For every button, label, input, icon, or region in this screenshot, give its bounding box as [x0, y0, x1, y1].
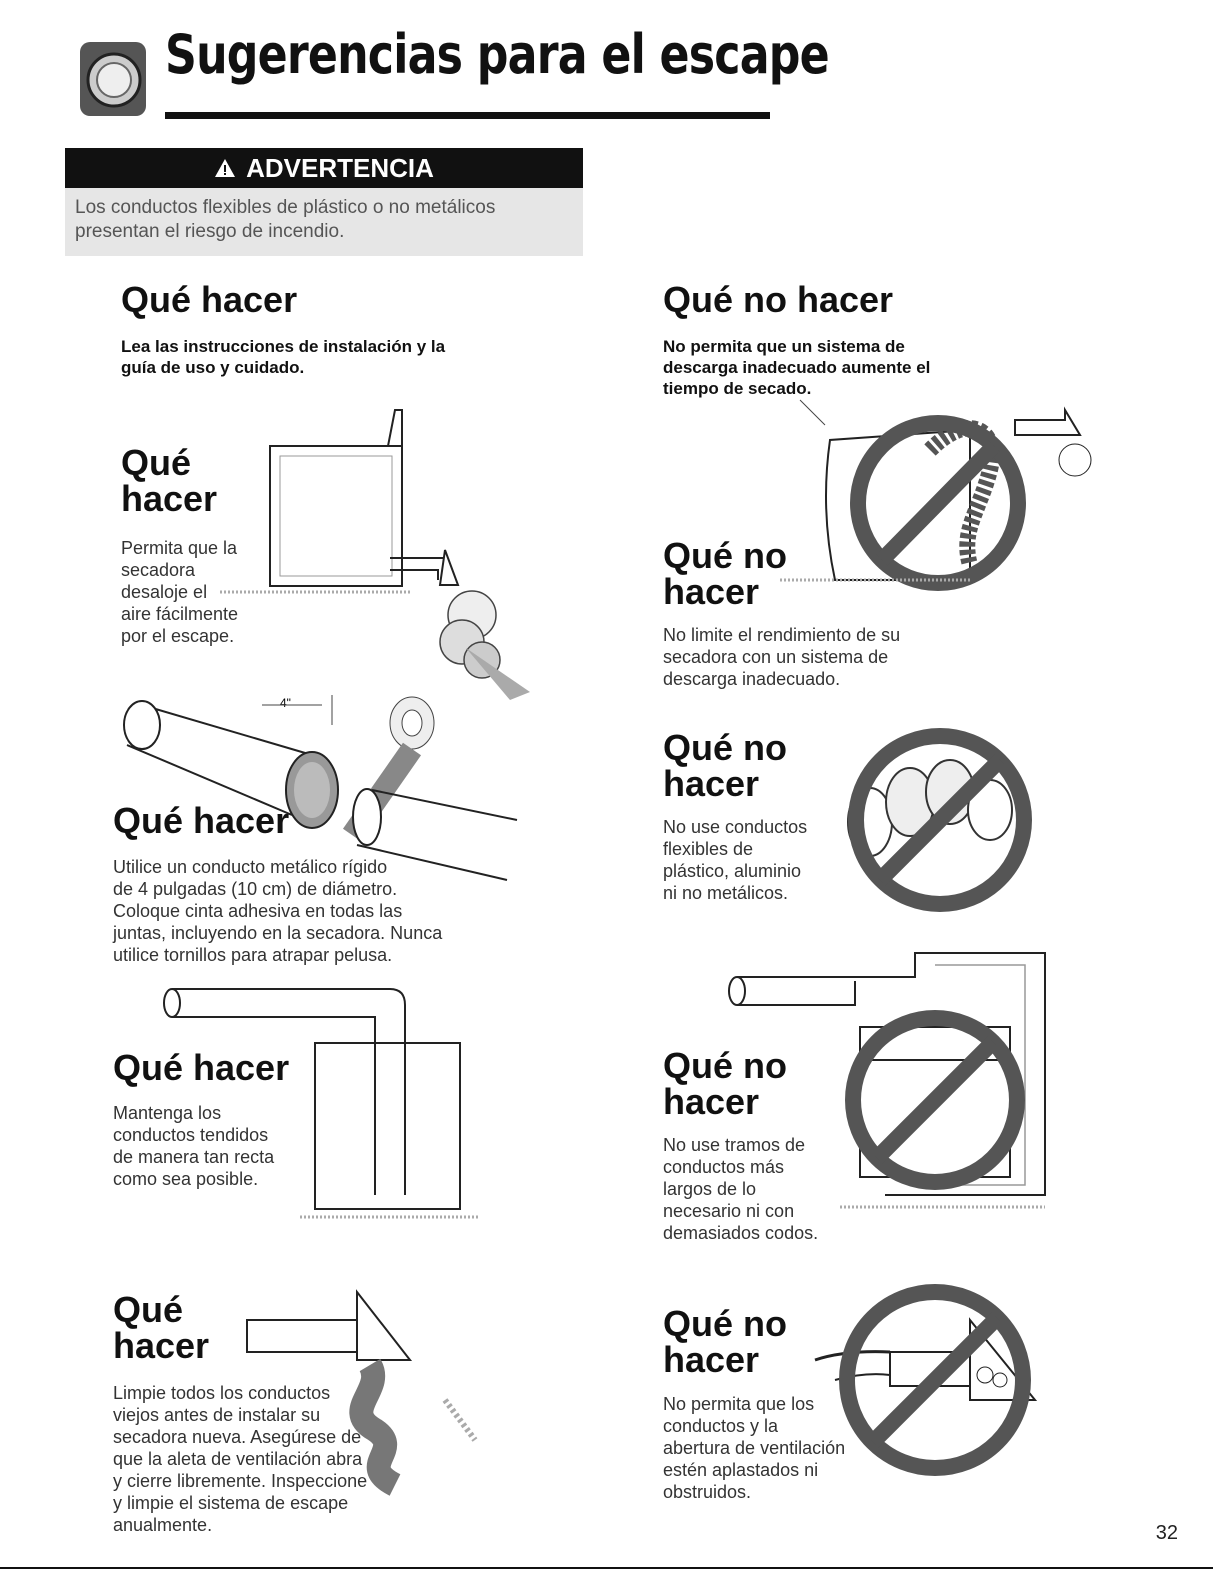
- text-line: ni no metálicos.: [663, 883, 789, 903]
- left-lead-line: Lea las instrucciones de instalación y la: [121, 337, 446, 356]
- title-underline: [165, 112, 770, 119]
- page-title: Sugerencias para el escape: [165, 23, 829, 86]
- text-line: Coloque cinta adhesiva en todas las: [113, 901, 403, 921]
- page-number: 32: [1155, 1522, 1178, 1544]
- left-block3-text: [113, 1102, 274, 1190]
- text-line: No use conductos: [663, 817, 808, 837]
- text-line: demasiados codos.: [663, 1223, 819, 1243]
- right-block3-heading: [663, 1045, 787, 1122]
- text-line: conductos más: [663, 1157, 785, 1177]
- heading-line: hacer: [121, 478, 218, 519]
- text-line: estén aplastados ni: [663, 1460, 819, 1480]
- text-line: Permita que la: [121, 538, 238, 558]
- heading-line: Qué: [121, 442, 192, 483]
- text-line: por el escape.: [121, 626, 235, 646]
- heading-line: Qué no: [663, 1045, 787, 1086]
- right-block4-heading: [663, 1303, 787, 1380]
- right-lead-line: No permita que un sistema de: [663, 337, 905, 356]
- text-line: No permita que los: [663, 1394, 815, 1414]
- bottom-rule: [0, 1567, 1213, 1569]
- warning-text-line: Los conductos flexibles de plástico o no metálicos: [75, 197, 496, 218]
- text-line: largos de lo: [663, 1179, 757, 1199]
- text-line: desaloje el: [121, 582, 208, 602]
- heading-line: Qué no: [663, 535, 787, 576]
- text-line: conductos y la: [663, 1416, 779, 1436]
- text-line: plástico, aluminio: [663, 861, 802, 881]
- duct-dimension-label: 4": [280, 696, 291, 710]
- left-block4-text: [113, 1382, 367, 1536]
- right-block1-text: [663, 624, 900, 690]
- left-block4-heading: [113, 1289, 210, 1366]
- left-block2-heading: Qué hacer: [113, 800, 290, 841]
- text-line: viejos antes de instalar su: [113, 1405, 321, 1425]
- heading-line: hacer: [663, 763, 760, 804]
- text-line: descarga inadecuado.: [663, 669, 841, 689]
- heading-line: hacer: [663, 571, 760, 612]
- no-flexible-duct-illustration: [840, 722, 1040, 922]
- text-line: como sea posible.: [113, 1169, 259, 1189]
- text-line: y limpie el sistema de escape: [113, 1493, 349, 1513]
- warning-text: [65, 188, 583, 256]
- heading-line: Qué no: [663, 1303, 787, 1344]
- text-line: anualmente.: [113, 1515, 213, 1535]
- text-line: flexibles de: [663, 839, 754, 859]
- text-line: secadora nueva. Asegúrese de: [113, 1427, 362, 1447]
- heading-line: Qué: [113, 1289, 184, 1330]
- right-block3-text: [663, 1134, 818, 1244]
- left-block2-text: [113, 856, 442, 966]
- text-line: Mantenga los: [113, 1103, 222, 1123]
- text-line: de 4 pulgadas (10 cm) de diámetro.: [113, 879, 398, 899]
- text-line: No limite el rendimiento de su: [663, 625, 901, 645]
- left-lead-line: guía de uso y cuidado.: [121, 358, 305, 377]
- right-lead-line: descarga inadecuado aumente el: [663, 358, 931, 377]
- right-lead-line: tiempo de secado.: [663, 379, 812, 398]
- right-heading: Qué no hacer: [663, 279, 894, 320]
- left-heading: Qué hacer: [121, 279, 298, 320]
- warning-label: ADVERTENCIA: [246, 152, 434, 183]
- right-block2-text: [663, 816, 807, 904]
- text-line: y cierre libremente. Inspeccione: [113, 1471, 368, 1491]
- right-block4-text: [663, 1393, 845, 1503]
- left-block1-heading: [121, 442, 218, 519]
- heading-line: hacer: [663, 1081, 760, 1122]
- text-line: conductos tendidos: [113, 1125, 269, 1145]
- warning-banner: [65, 148, 583, 188]
- text-line: secadora: [121, 560, 196, 580]
- left-lead: [121, 336, 445, 378]
- left-block3-heading: Qué hacer: [113, 1047, 290, 1088]
- text-line: obstruidos.: [663, 1482, 752, 1502]
- text-line: necesario ni con: [663, 1201, 795, 1221]
- text-line: secadora con un sistema de: [663, 647, 889, 667]
- text-line: utilice tornillos para atrapar pelusa.: [113, 945, 393, 965]
- dryer-logo-icon: [78, 38, 148, 118]
- right-block2-heading: [663, 727, 787, 804]
- text-line: No use tramos de: [663, 1135, 806, 1155]
- heading-line: hacer: [663, 1339, 760, 1380]
- no-inadequate-exhaust-illustration: [790, 390, 1100, 590]
- text-line: que la aleta de ventilación abra: [113, 1449, 363, 1469]
- rigid-duct-illustration: [112, 685, 532, 885]
- right-block1-heading: [663, 535, 787, 612]
- text-line: abertura de ventilación: [663, 1438, 846, 1458]
- heading-line: Qué no: [663, 727, 787, 768]
- text-line: aire fácilmente: [121, 604, 239, 624]
- text-line: Limpie todos los conductos: [113, 1383, 331, 1403]
- heading-line: hacer: [113, 1325, 210, 1366]
- text-line: juntas, incluyendo en la secadora. Nunca: [113, 923, 443, 943]
- no-crushed-vent-illustration: [815, 1280, 1045, 1490]
- text-line: de manera tan recta: [113, 1147, 275, 1167]
- text-line: Utilice un conducto metálico rígido: [113, 857, 388, 877]
- warning-text-line: presentan el riesgo de incendio.: [75, 221, 345, 242]
- dryer-vent-illustration: [240, 410, 540, 700]
- warning-triangle-icon: [214, 158, 236, 178]
